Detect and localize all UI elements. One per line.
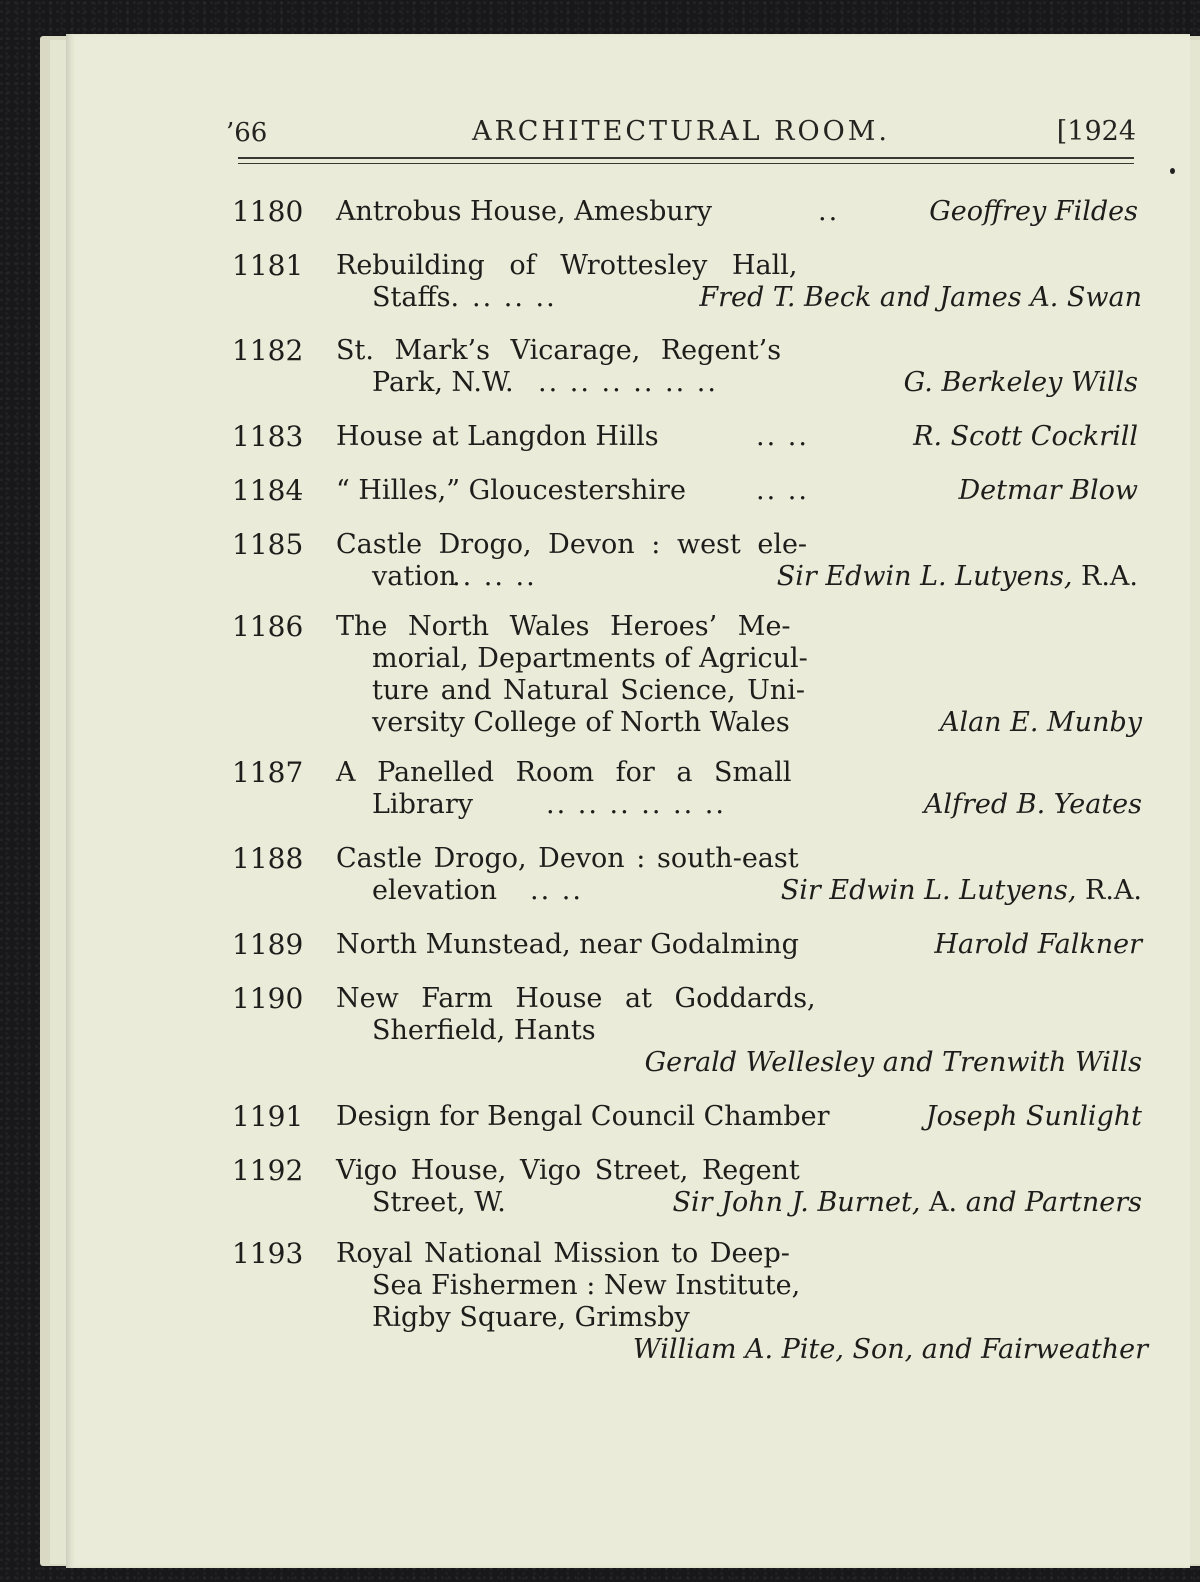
dot-leader: .. ..: [756, 421, 809, 452]
artist-honour: R.A.: [1085, 875, 1142, 906]
artist-name: Sir John J. Burnet,: [672, 1187, 921, 1218]
entry-artist: Geoffrey Fildes: [929, 196, 1138, 227]
entry-artist: R. Scott Cockrill: [913, 421, 1138, 452]
entry-title-line: North Munstead, near Godalming: [336, 929, 799, 960]
header-year: [1924: [1056, 116, 1136, 147]
entry-artist: Joseph Sunlight: [925, 1101, 1142, 1132]
entry-number: 1187: [232, 756, 304, 789]
entry-artist: Fred T. Beck and James A. Swan: [699, 282, 1142, 313]
entry-title-line: Royal National Mission to Deep-: [336, 1238, 790, 1269]
entry-number: 1180: [232, 195, 304, 228]
artist-honour: A.: [929, 1187, 958, 1218]
entry-title-line: Antrobus House, Amesbury: [336, 196, 712, 227]
entry-title-line: A Panelled Room for a Small: [336, 757, 792, 788]
entry-number: 1193: [232, 1237, 304, 1270]
entry-number: 1185: [232, 528, 304, 561]
running-header: [226, 112, 1136, 156]
entry-title-line: Castle Drogo, Devon : west ele-: [336, 529, 808, 560]
entry-number: 1184: [232, 474, 304, 507]
entry-title-line: vation: [372, 561, 457, 592]
entry-artist: [777, 561, 1138, 593]
entry-title-line: versity College of North Wales: [372, 707, 790, 738]
entry-artist: Harold Falkner: [934, 929, 1142, 960]
dot-leader: .. ..: [756, 475, 809, 506]
entry-title-line: ture and Natural Science, Uni-: [372, 675, 806, 706]
margin-mark: [1170, 168, 1175, 174]
entry-artist: [781, 875, 1142, 907]
dot-leader: .. .. ..: [472, 282, 557, 313]
entry-title-line: Sherfield, Hants: [372, 1015, 596, 1046]
header-rule-thin: [238, 163, 1134, 164]
entry-number: 1191: [232, 1100, 304, 1133]
entry-number: 1190: [232, 982, 304, 1015]
entry-artist: Alfred B. Yeates: [923, 789, 1142, 820]
entry-number: 1192: [232, 1154, 304, 1187]
entry-title-line: morial, Departments of Agricul-: [372, 643, 808, 674]
entry-artist: Alan E. Munby: [939, 707, 1142, 738]
artist-name-tail: and Partners: [965, 1187, 1142, 1218]
entry-title-line: Park, N.W.: [372, 367, 514, 398]
page-title: ARCHITECTURAL ROOM.: [471, 116, 890, 147]
dot-leader: .. .. ..: [452, 561, 537, 592]
entry-number: 1183: [232, 420, 304, 453]
artist-name: Sir Edwin L. Lutyens,: [780, 875, 1077, 906]
entry-number: 1182: [232, 334, 304, 367]
entry-title-line: Castle Drogo, Devon : south-east: [336, 843, 799, 874]
artist-name: Sir Edwin L. Lutyens,: [776, 561, 1073, 592]
page-number: ’66: [226, 118, 268, 148]
entry-number: 1181: [232, 249, 304, 282]
entry-title-line: Vigo House, Vigo Street, Regent: [336, 1155, 800, 1186]
entry-title-line: “ Hilles,” Gloucestershire: [336, 475, 686, 506]
dot-leader: .. .. .. .. .. ..: [538, 367, 718, 398]
entry-title-line: elevation: [372, 875, 498, 906]
entry-title-line: New Farm House at Goddards,: [336, 983, 816, 1014]
dot-leader: .. ..: [530, 875, 583, 906]
entry-title-line: The North Wales Heroes’ Me-: [336, 611, 791, 642]
entry-title-line: Library: [372, 789, 474, 820]
dot-leader: ..: [818, 196, 840, 227]
entry-title-line: Rebuilding of Wrottesley Hall,: [336, 250, 798, 281]
entry-title-line: Rigby Square, Grimsby: [372, 1302, 690, 1333]
entry-artist: G. Berkeley Wills: [903, 367, 1138, 398]
entry-title-line: House at Langdon Hills: [336, 421, 659, 452]
entry-title-line: Staffs.: [372, 282, 460, 313]
entry-artist: [673, 1187, 1142, 1219]
entry-title-line: Sea Fishermen : New Institute,: [372, 1270, 801, 1301]
dot-leader: .. .. .. .. .. ..: [546, 789, 726, 820]
entry-artist: Gerald Wellesley and Trenwith Wills: [644, 1047, 1142, 1078]
entry-number: 1186: [232, 610, 304, 643]
entry-number: 1189: [232, 928, 304, 961]
entry-title-line: St. Mark’s Vicarage, Regent’s: [336, 335, 782, 366]
entry-artist: William A. Pite, Son, and Fairweather: [632, 1334, 1148, 1365]
header-rule-thick: [238, 157, 1134, 159]
entry-title-line: Street, W.: [372, 1187, 506, 1218]
entry-artist: Detmar Blow: [958, 475, 1138, 506]
entry-number: 1188: [232, 842, 304, 875]
artist-honour: R.A.: [1081, 561, 1138, 592]
entry-title-line: Design for Bengal Council Chamber: [336, 1101, 830, 1132]
